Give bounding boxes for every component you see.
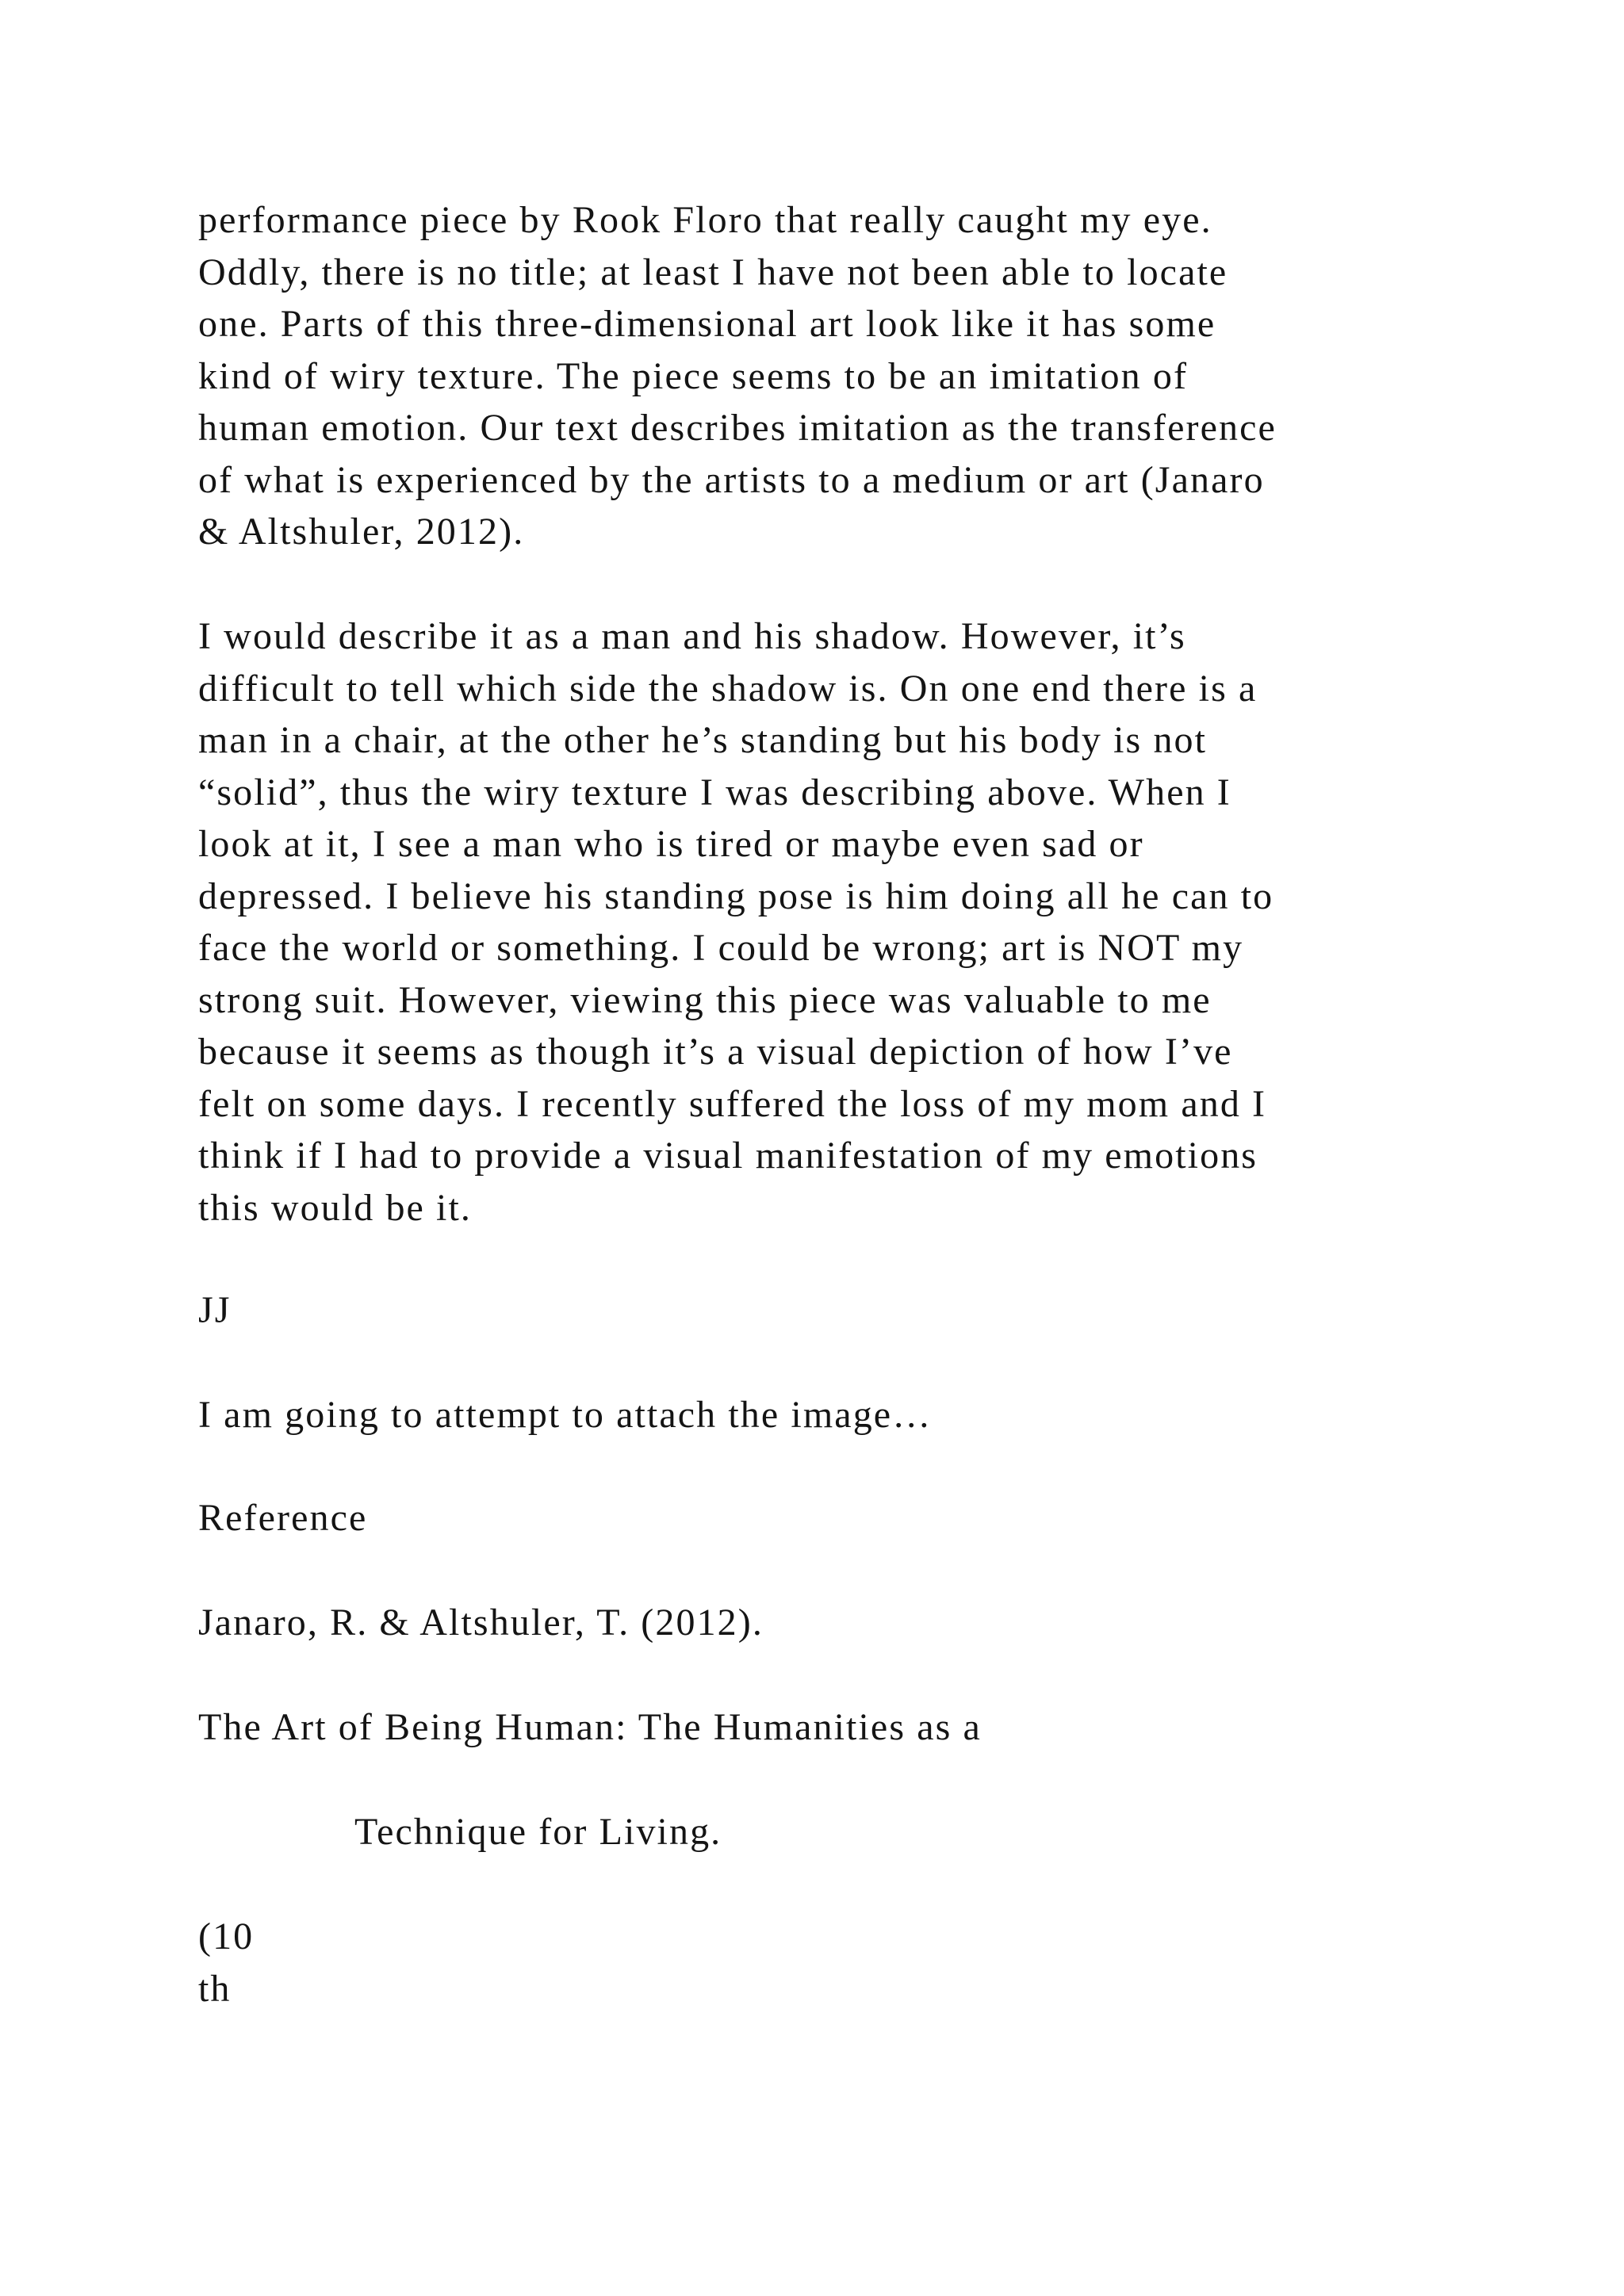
paragraph-line: think if I had to provide a visual manifestation of my emotions — [198, 1135, 1258, 1177]
reference-edition-part-2: th — [198, 1968, 232, 2010]
paragraph-line: because it seems as though it’s a visual depiction of how I’ve — [198, 1031, 1233, 1073]
paragraph-line: Oddly, there is no title; at least I have not been able to locate — [198, 251, 1228, 293]
reference-authors: Janaro, R. & Altshuler, T. (2012). — [198, 1601, 764, 1644]
attach-note: I am going to attempt to attach the image… — [198, 1394, 933, 1436]
paragraph-line: strong suit. However, viewing this piece was valuable to me — [198, 978, 1212, 1021]
paragraph-line: human emotion. Our text describes imitation as the transference — [198, 407, 1277, 449]
paragraph-line: I would describe it as a man and his shadow. However, it’s — [198, 615, 1186, 657]
paragraph-line: of what is experienced by the artists to a medium or art (Janaro — [198, 458, 1265, 501]
paragraph-line: depressed. I believe his standing pose is him doing all he can to — [198, 874, 1274, 917]
reference-title-line-2: Technique for Living. — [354, 1811, 722, 1853]
paragraph-line: “solid”, thus the wiry texture I was describing above. When I — [198, 771, 1231, 813]
signature: JJ — [198, 1289, 232, 1331]
reference-heading: Reference — [198, 1497, 368, 1539]
paragraph-line: this would be it. — [198, 1186, 473, 1229]
paragraph-line: kind of wiry texture. The piece seems to be an imitation of — [198, 354, 1189, 397]
body-paragraph-1 — [198, 194, 1483, 558]
paragraph-line: look at it, I see a man who is tired or maybe even sad or — [198, 823, 1144, 865]
paragraph-line: difficult to tell which side the shadow is. On one end there is a — [198, 667, 1258, 710]
paragraph-line: one. Parts of this three-dimensional art look like it has some — [198, 303, 1216, 345]
body-paragraph-2 — [198, 610, 1483, 1234]
paragraph-line: felt on some days. I recently suffered the loss of my mom and I — [198, 1082, 1267, 1125]
paragraph-line: man in a chair, at the other he’s standing but his body is not — [198, 719, 1208, 761]
paragraph-line: & Altshuler, 2012). — [198, 511, 525, 553]
reference-title-line-1: The Art of Being Human: The Humanities as a — [198, 1706, 982, 1748]
paragraph-line: performance piece by Rook Floro that really caught my eye. — [198, 199, 1212, 241]
paragraph-line: face the world or something. I could be wrong; art is NOT my — [198, 927, 1244, 969]
reference-edition-part-1: (10 — [198, 1915, 255, 1957]
